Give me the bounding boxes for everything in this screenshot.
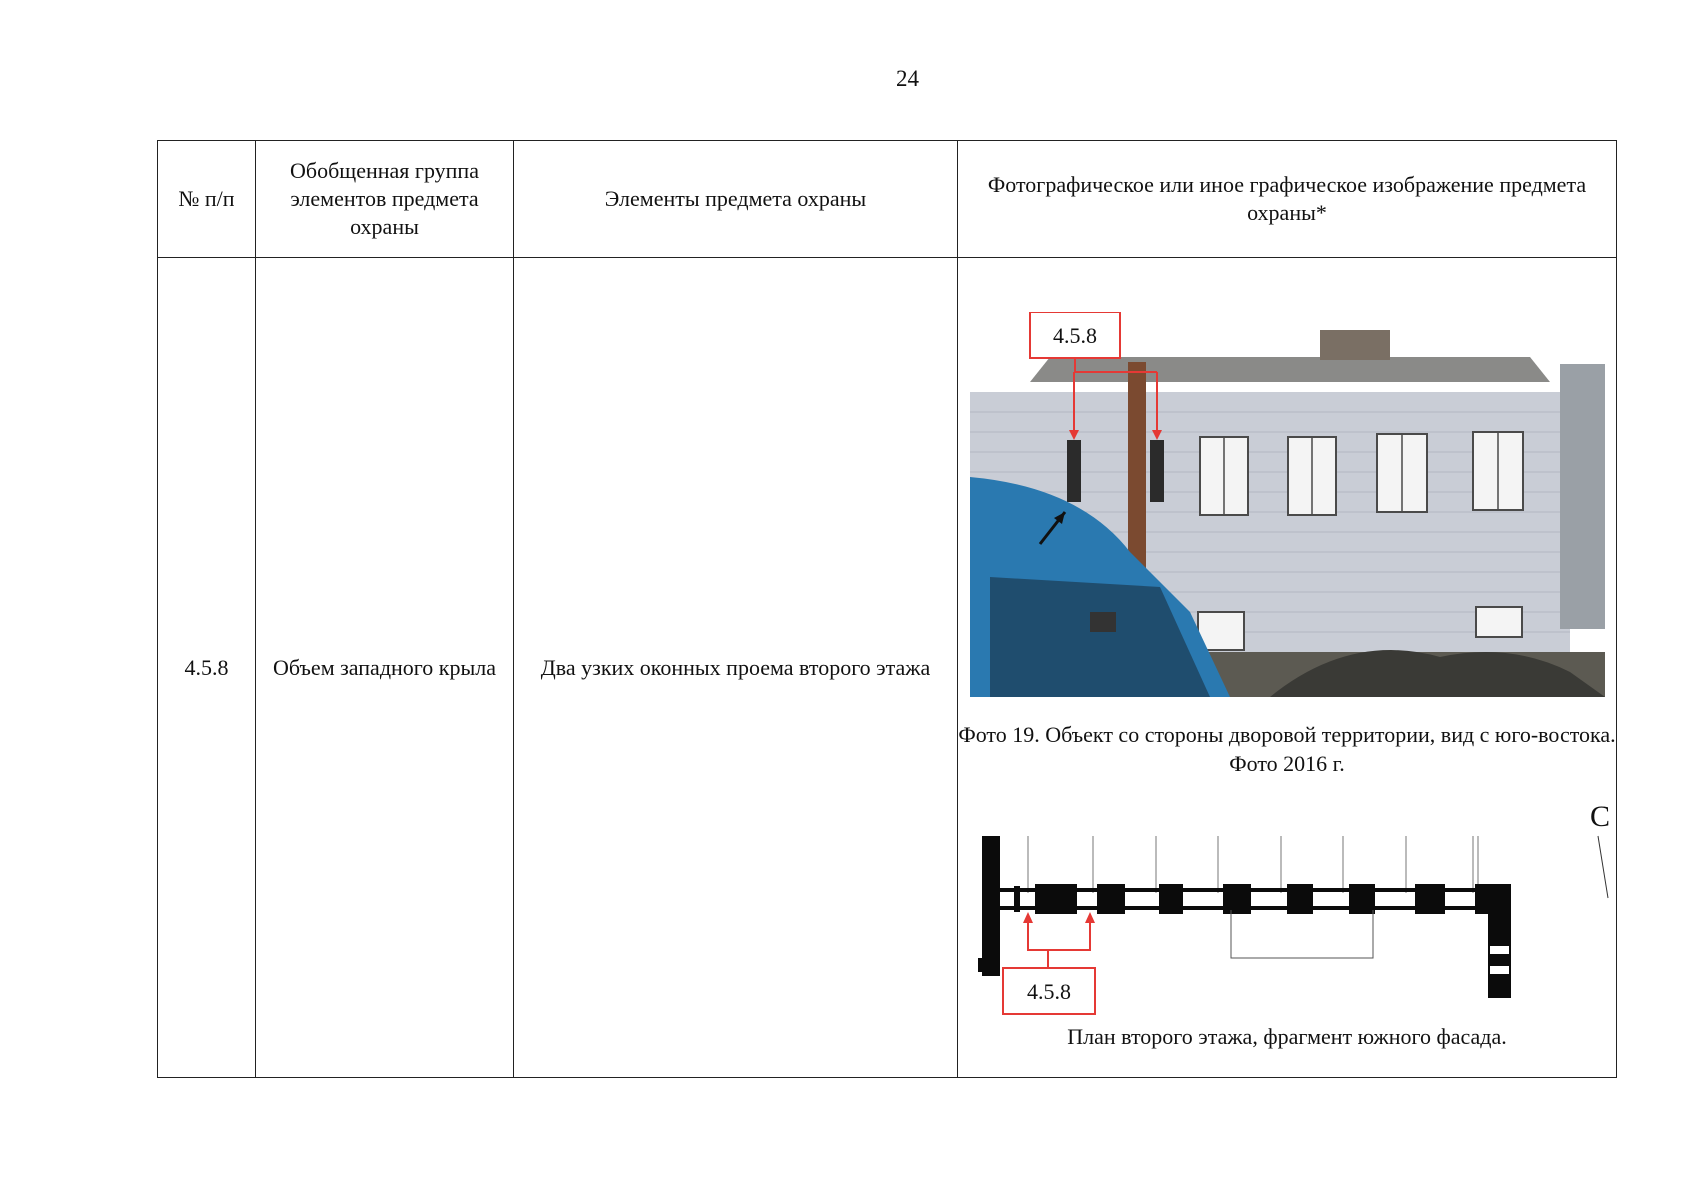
photo-label: 4.5.8 xyxy=(1053,323,1097,348)
header-group: Обобщенная группа элементов предмета охраны xyxy=(256,141,514,258)
table-row xyxy=(158,258,1617,1078)
header-image: Фотографическое или иное графическое изображение предмета охраны* xyxy=(958,141,1617,258)
cell-number: 4.5.8 xyxy=(158,258,256,1078)
plan-drawing xyxy=(978,798,1618,1018)
cell-group: Объем западного крыла xyxy=(256,258,514,1078)
heritage-table xyxy=(157,140,1617,1078)
floor-plan xyxy=(978,798,1618,1018)
table-header-row xyxy=(158,141,1617,258)
plan-caption: План второго этажа, фрагмент южного фасада. xyxy=(1067,1024,1507,1049)
page-number: 24 xyxy=(896,66,919,91)
photo-19 xyxy=(970,312,1605,697)
header-elements: Элементы предмета охраны xyxy=(514,141,958,258)
roof-shape xyxy=(1030,357,1550,382)
north-arrow-icon xyxy=(1598,836,1608,898)
plan-label: 4.5.8 xyxy=(1027,979,1071,1004)
photo-illustration xyxy=(970,312,1605,697)
north-letter: С xyxy=(1589,800,1611,833)
narrow-window-1 xyxy=(1067,440,1081,502)
cell-elements: Два узких оконных проема второго этажа xyxy=(514,258,958,1078)
narrow-window-2 xyxy=(1150,440,1164,502)
cell-image xyxy=(958,258,1617,1078)
photo-caption: Фото 19. Объект со стороны дворовой территории, вид с юго-востока. Фото 2016 г. xyxy=(958,722,1616,776)
header-number: № п/п xyxy=(158,141,256,258)
